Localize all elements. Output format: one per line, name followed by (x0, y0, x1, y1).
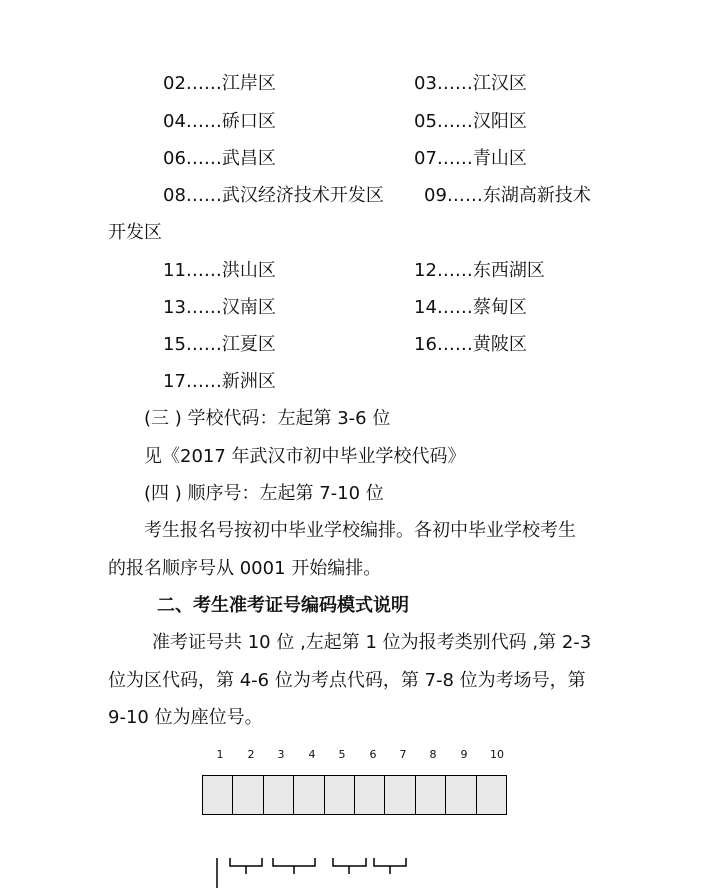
district-name: 江汉区 (472, 73, 527, 94)
digit-label-3: 3 (277, 748, 285, 761)
digit-label-1: 1 (216, 748, 224, 761)
district-code: 11 (163, 260, 186, 281)
digit-label-7: 7 (399, 748, 407, 761)
section4-heading: (四 ) 顺序号：左起第 7-10 位 (144, 483, 384, 504)
section3-heading: (三 ) 学校代码：左起第 3-6 位 (144, 408, 391, 429)
district-code: 02 (163, 73, 186, 94)
digit-box (477, 776, 506, 814)
digit-label-2: 2 (247, 748, 255, 761)
district-dots: …… (185, 111, 222, 132)
part2-paragraph-line3: 9-10 位为座位号。 (108, 707, 263, 728)
bracket-exam-site (273, 858, 315, 874)
district-16 (414, 334, 527, 356)
district-07 (414, 148, 527, 170)
district-name: 东西湖区 (472, 260, 545, 281)
district-name: 汉阳区 (472, 111, 527, 132)
bracket-seat (374, 858, 406, 874)
district-dots: …… (185, 185, 222, 206)
digit-label-5: 5 (338, 748, 346, 761)
district-05 (414, 111, 527, 133)
district-name: 江夏区 (221, 334, 276, 355)
district-dots: …… (436, 334, 473, 355)
digit-box (233, 776, 263, 814)
digit-box (446, 776, 476, 814)
district-dots: …… (436, 111, 473, 132)
district-name: 洪山区 (221, 260, 276, 281)
digit-box (203, 776, 233, 814)
section4-paragraph-line1: 考生报名号按初中毕业学校编排。各初中毕业学校考生 (144, 520, 576, 541)
district-dots: …… (185, 260, 222, 281)
digit-box (325, 776, 355, 814)
district-09 (424, 185, 591, 207)
district-code: 06 (163, 148, 186, 169)
bracket-district (230, 858, 262, 874)
district-code: 15 (163, 334, 186, 355)
digit-label-6: 6 (369, 748, 377, 761)
district-code: 08 (163, 185, 186, 206)
digit-box (385, 776, 415, 814)
district-name: 青山区 (472, 148, 527, 169)
district-12 (414, 260, 545, 282)
district-08 (163, 185, 384, 207)
district-name: 硚口区 (221, 111, 276, 132)
district-name: 新洲区 (221, 371, 276, 392)
district-code: 04 (163, 111, 186, 132)
district-name: 蔡甸区 (472, 297, 527, 318)
district-name: 汉南区 (221, 297, 276, 318)
district-13 (163, 297, 276, 319)
district-04 (163, 111, 276, 133)
digit-box (355, 776, 385, 814)
district-02 (163, 73, 276, 95)
district-dots: …… (185, 148, 222, 169)
district-name: 黄陂区 (472, 334, 527, 355)
district-code: 12 (414, 260, 437, 281)
grouping-brackets (0, 852, 709, 888)
district-dots: …… (436, 73, 473, 94)
district-name: 武昌区 (221, 148, 276, 169)
district-code: 14 (414, 297, 437, 318)
section4-paragraph-line2: 的报名顺序号从 0001 开始编排。 (108, 558, 382, 579)
district-11 (163, 260, 276, 282)
district-dots: …… (436, 148, 473, 169)
digit-box (416, 776, 446, 814)
district-14 (414, 297, 527, 319)
digit-box (264, 776, 294, 814)
digit-label-9: 9 (460, 748, 468, 761)
bracket-room (333, 858, 366, 874)
district-name: 武汉经济技术开发区 (221, 185, 384, 206)
district-code: 05 (414, 111, 437, 132)
code-digit-grid (202, 775, 507, 815)
part2-heading: 二、考生准考证号编码模式说明 (157, 595, 409, 616)
digit-label-4: 4 (308, 748, 316, 761)
district-code: 03 (414, 73, 437, 94)
district-dots: …… (436, 297, 473, 318)
district-dots: …… (185, 73, 222, 94)
district-name: 江岸区 (221, 73, 276, 94)
district-03 (414, 73, 527, 95)
district-code: 13 (163, 297, 186, 318)
district-06 (163, 148, 276, 170)
district-code: 09 (424, 185, 447, 206)
district-code: 07 (414, 148, 437, 169)
part2-paragraph-line2: 位为区代码，第 4-6 位为考点代码，第 7-8 位为考场号，第 (108, 670, 586, 691)
digit-box (294, 776, 324, 814)
district-17 (163, 371, 276, 393)
district-09-continuation: 开发区 (108, 222, 162, 243)
district-code: 17 (163, 371, 186, 392)
district-code: 16 (414, 334, 437, 355)
district-dots: …… (185, 371, 222, 392)
district-dots: …… (436, 260, 473, 281)
district-dots: …… (185, 297, 222, 318)
district-dots: …… (446, 185, 483, 206)
district-dots: …… (185, 334, 222, 355)
district-name: 东湖高新技术 (482, 185, 591, 206)
digit-label-8: 8 (429, 748, 437, 761)
section3-note: 见《2017 年武汉市初中毕业学校代码》 (144, 446, 466, 467)
digit-label-10: 10 (490, 748, 504, 761)
part2-paragraph-line1: 准考证号共 10 位 ,左起第 1 位为报考类别代码 ,第 2-3 (152, 632, 592, 653)
district-15 (163, 334, 276, 356)
